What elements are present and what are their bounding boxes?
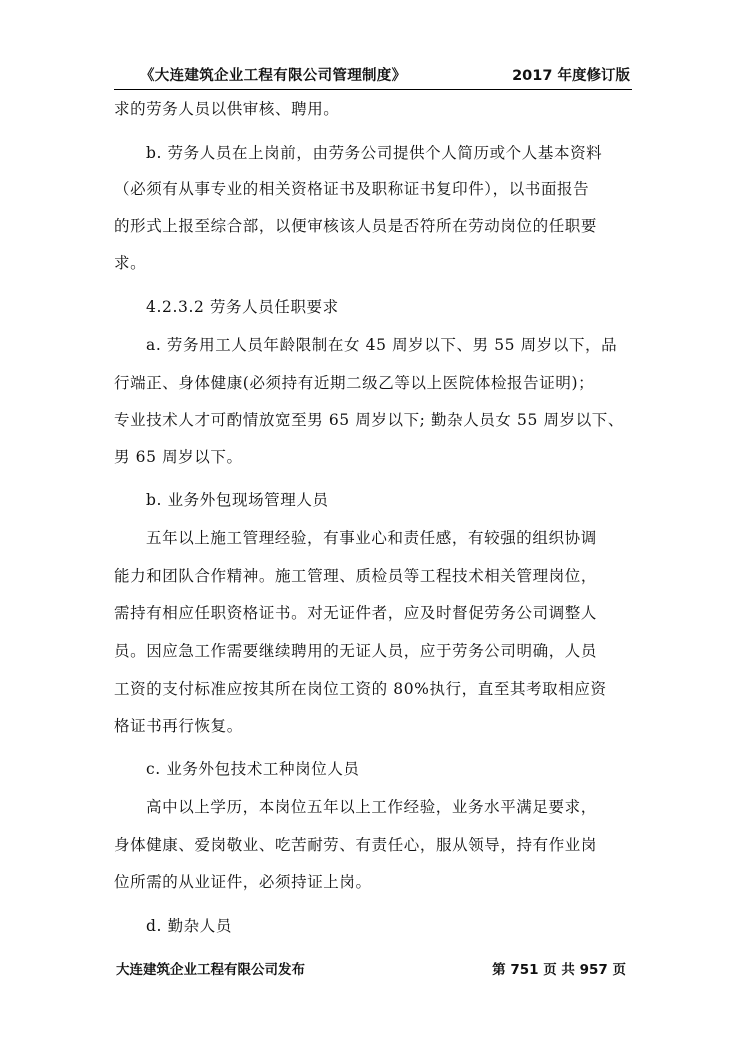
- header-divider: [114, 89, 632, 90]
- text-line: 身体健康、爱岗敬业、吃苦耐劳、有责任心，服从领导，持有作业岗: [114, 836, 598, 854]
- text-line: 员。因应急工作需要继续聘用的无证人员，应于劳务公司明确，人员: [114, 642, 598, 660]
- text-line: 位所需的从业证件，必须持证上岗。: [114, 873, 372, 891]
- page-header: [116, 64, 632, 88]
- subsection-heading: d. 勤杂人员: [146, 917, 232, 935]
- subsection-heading: b. 业务外包现场管理人员: [146, 491, 329, 509]
- text-line: a. 劳务用工人员年龄限制在女 45 周岁以下、男 55 周岁以下，品: [146, 336, 618, 354]
- page-footer: [114, 958, 632, 980]
- text-line: 行端正、身体健康(必须持有近期二级乙等以上医院体检报告证明)；: [114, 374, 595, 392]
- text-line: b. 劳务人员在上岗前，由劳务公司提供个人简历或个人基本资料: [146, 144, 603, 162]
- text-line: 求。: [114, 254, 147, 272]
- text-line: 高中以上学历，本岗位五年以上工作经验，业务水平满足要求，: [146, 798, 597, 816]
- header-edition: 2017 年度修订版: [512, 68, 630, 84]
- footer-page-number: 第 751 页 共 957 页: [492, 962, 626, 978]
- text-line: （必须有从事专业的相关资格证书及职称证书复印件），以书面报告: [114, 180, 590, 198]
- text-line: 工资的支付标准应按其所在岗位工资的 80%执行，直至其考取相应资: [114, 680, 607, 698]
- text-line: 男 65 周岁以下。: [114, 448, 243, 466]
- text-line: 能力和团队合作精神。施工管理、质检员等工程技术相关管理岗位，: [114, 567, 598, 585]
- text-line: 的形式上报至综合部，以便审核该人员是否符所在劳动岗位的任职要: [114, 217, 598, 235]
- text-line: 专业技术人才可酌情放宽至男 65 周岁以下; 勤杂人员女 55 周岁以下、: [114, 411, 625, 429]
- text-line: 五年以上施工管理经验，有事业心和责任感，有较强的组织协调: [146, 529, 597, 547]
- text-line: 格证书再行恢复。: [114, 717, 243, 735]
- header-title: 《大连建筑企业工程有限公司管理制度》: [140, 68, 407, 84]
- subsection-heading: c. 业务外包技术工种岗位人员: [146, 760, 360, 778]
- text-line: 需持有相应任职资格证书。对无证件者，应及时督促劳务公司调整人: [114, 604, 598, 622]
- section-heading: 4.2.3.2 劳务人员任职要求: [146, 298, 339, 316]
- footer-publisher: 大连建筑企业工程有限公司发布: [116, 962, 305, 978]
- text-line: 求的劳务人员以供审核、聘用。: [114, 100, 340, 118]
